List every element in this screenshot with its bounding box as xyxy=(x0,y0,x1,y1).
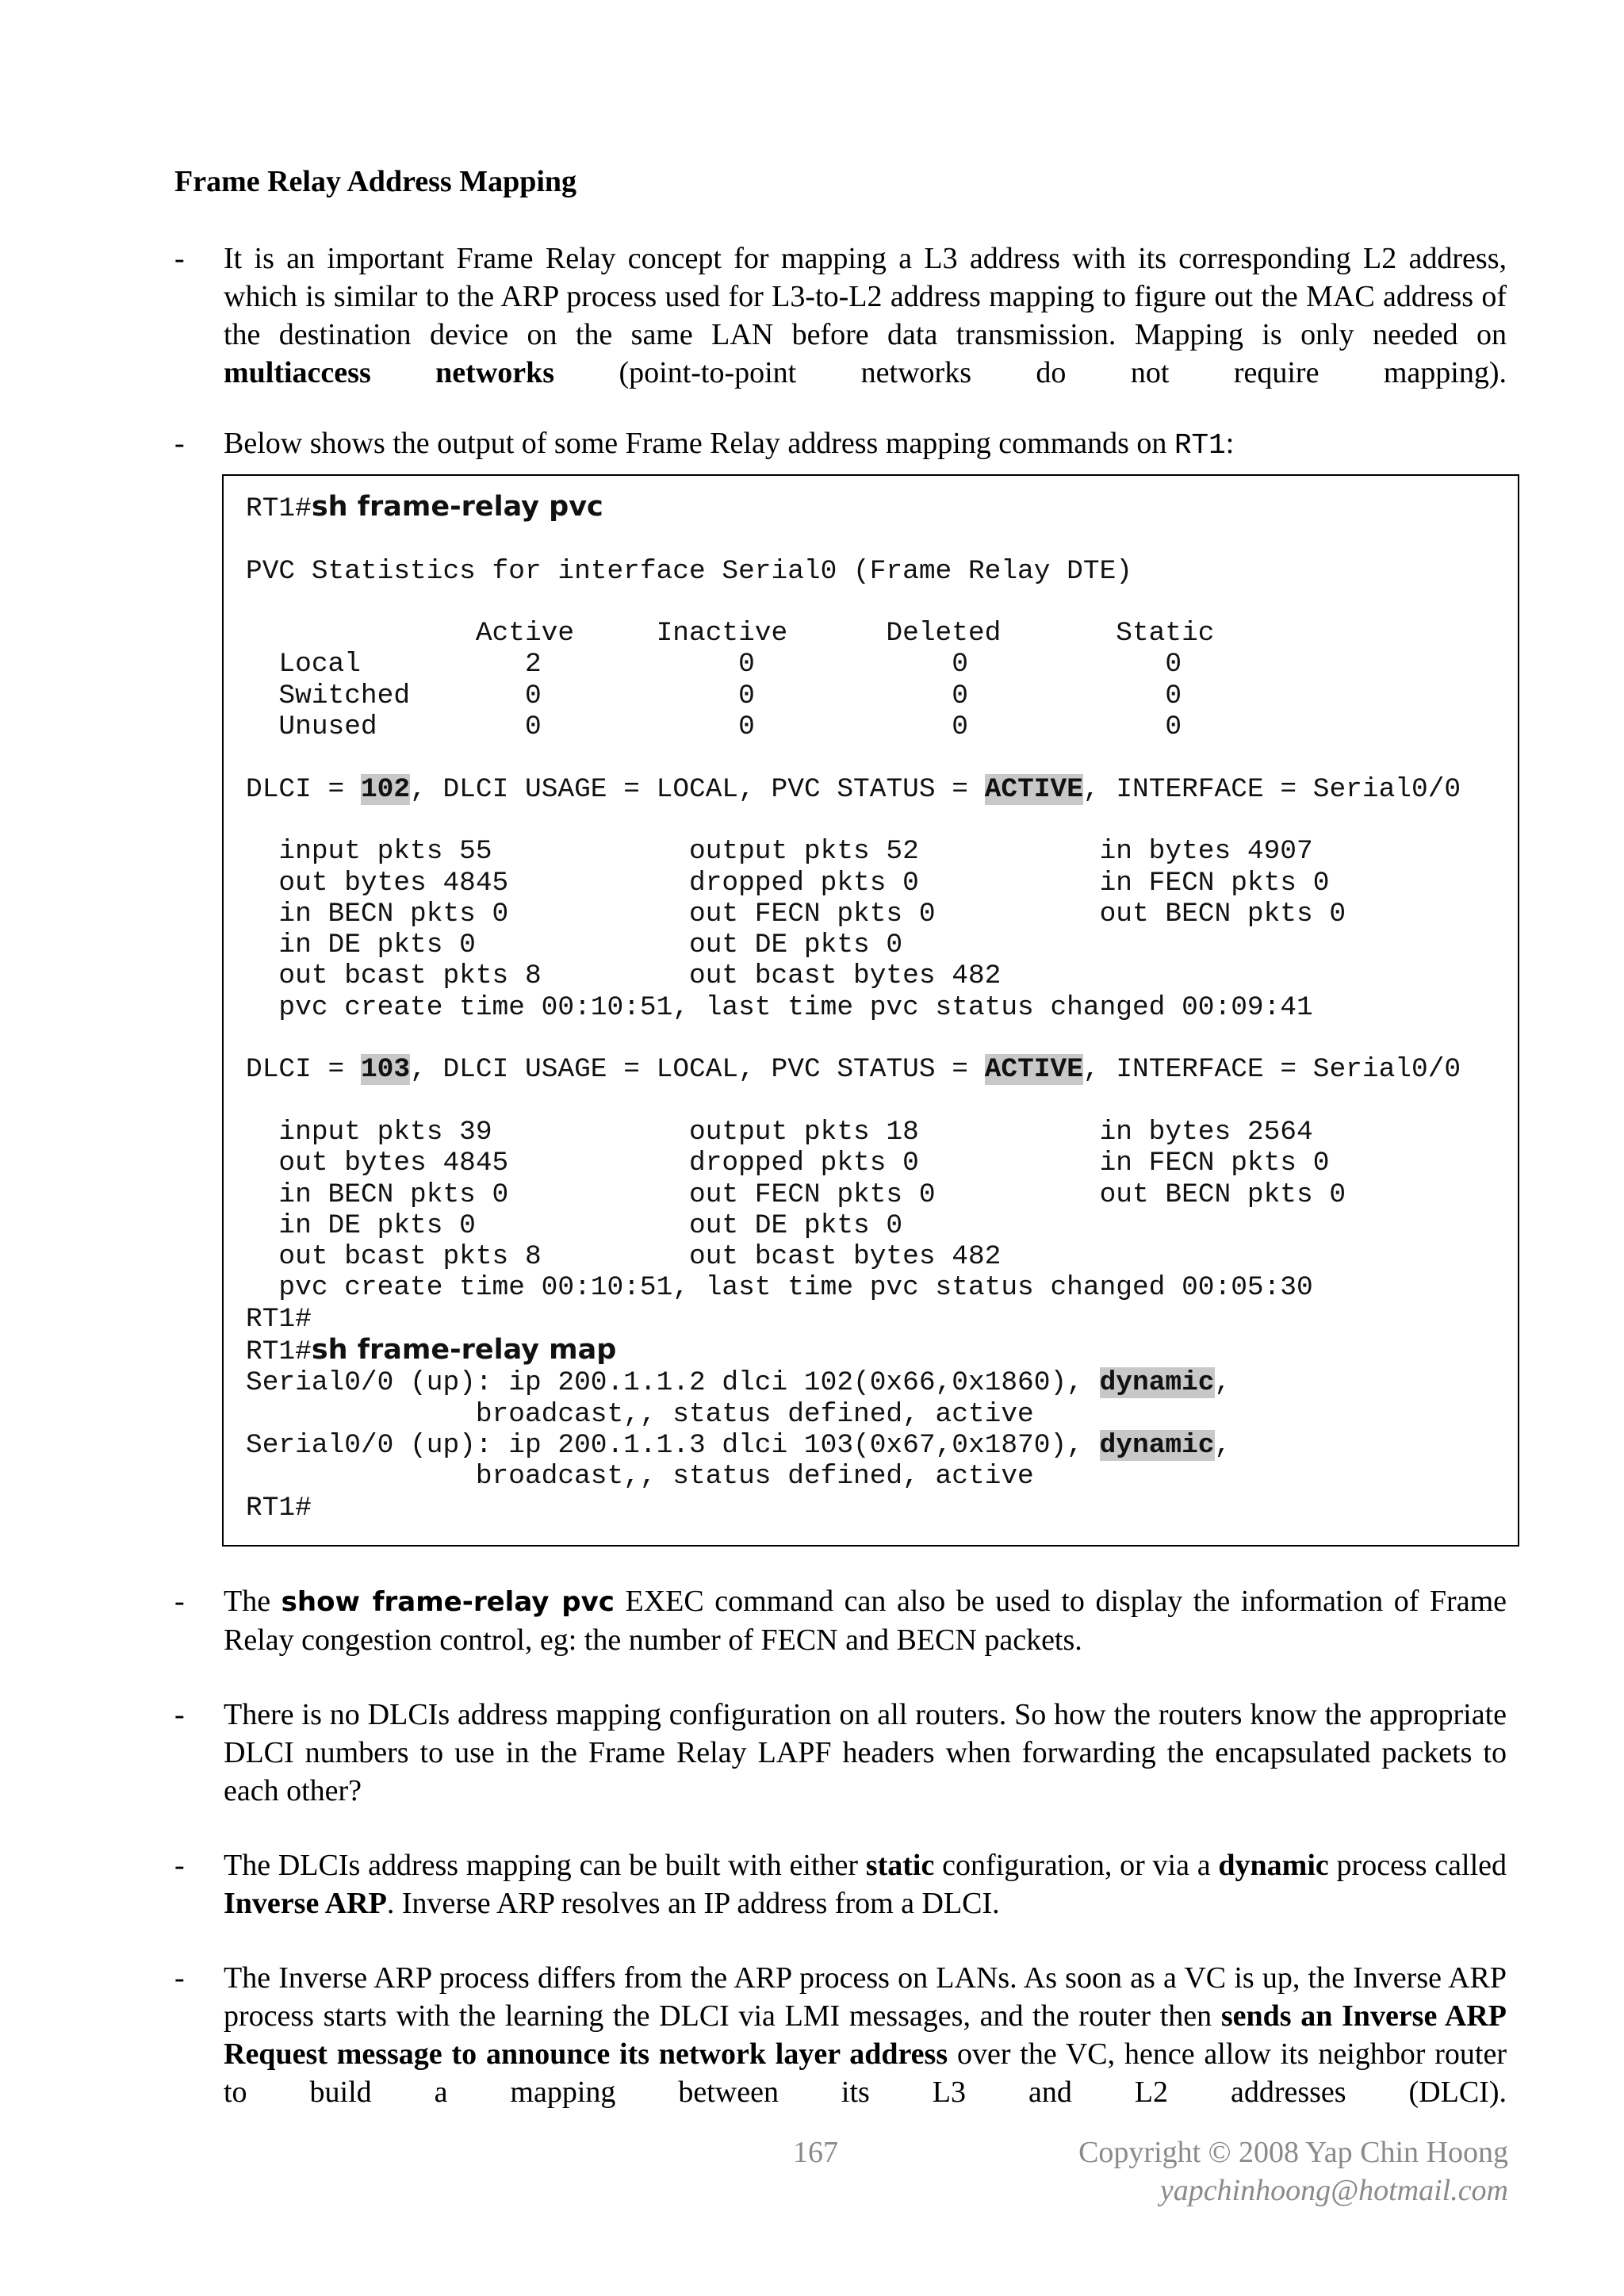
bold-term: dynamic xyxy=(1218,1849,1329,1882)
highlight-dlci: 102 xyxy=(360,773,411,805)
paragraph-text: The show frame-relay pvc EXEC command can also be used to display the information of Frame Relay congestion control, eg: the number of FECN and BECN packets. xyxy=(224,1585,1507,1657)
bold-term: static xyxy=(865,1849,935,1882)
bullet-paragraph-2 xyxy=(174,424,1507,465)
bullet-marker: - xyxy=(174,1849,185,1882)
copyright-notice: Copyright © 2008 Yap Chin Hoong xyxy=(1078,2136,1508,2169)
author-email: yapchinhoong@hotmail.com xyxy=(1159,2174,1508,2207)
bullet-marker: - xyxy=(174,1698,185,1731)
bullet-paragraph-5 xyxy=(174,1846,1507,1922)
bullet-paragraph-1 xyxy=(174,240,1507,392)
page-number: 167 xyxy=(793,2136,838,2169)
highlight-status: ACTIVE xyxy=(984,1054,1083,1086)
highlight-status: ACTIVE xyxy=(984,773,1083,805)
bold-term: sends an Inverse ARP Request message to announce its network layer address xyxy=(224,1999,1507,2071)
bullet-marker: - xyxy=(174,1585,185,1618)
bullet-paragraph-6 xyxy=(174,1959,1507,2111)
highlight-dynamic: dynamic xyxy=(1099,1367,1215,1399)
paragraph-text: The DLCIs address mapping can be built with either static configuration, or via a dynamic process called Inverse ARP. Inverse ARP resolves an IP address from a DLCI. xyxy=(224,1849,1507,1920)
bullet-marker: - xyxy=(174,242,185,275)
bullet-paragraph-4 xyxy=(174,1696,1507,1810)
paragraph-text: The Inverse ARP process differs from the ARP process on LANs. As soon as a VC is up, the Inverse ARP process starts with the learning the DLCI via LMI messages, and the router then sends an Inverse ARP Request message to announce its network layer address over the VC, hence allow its neighbor router to build a mapping between its L3 and L2 addresses (DLCI). xyxy=(224,1961,1507,2109)
bullet-paragraph-3 xyxy=(174,1582,1507,1659)
bold-term: multiaccess networks xyxy=(224,356,555,389)
paragraph-text: There is no DLCIs address mapping configuration on all routers. So how the routers know the appropriate DLCI numbers to use in the Frame Relay LAPF headers when forwarding the encapsulated packets to each other? xyxy=(224,1698,1507,1807)
cli-command: sh frame-relay map xyxy=(311,1334,617,1366)
command-name: show frame-relay pvc xyxy=(281,1586,615,1618)
paragraph-text: It is an important Frame Relay concept for mapping a L3 address with its corresponding L2 address, which is similar to the ARP process used for L3-to-L2 address mapping to figure out the MAC address of the destination device on the same LAN before data transmission. Mapping is only needed on multiaccess networks (point-to-point networks do not require mapping). xyxy=(224,242,1507,389)
bullet-marker: - xyxy=(174,427,185,460)
bullet-marker: - xyxy=(174,1961,185,1995)
section-heading: Frame Relay Address Mapping xyxy=(174,165,577,198)
router-name: RT1 xyxy=(1174,429,1226,462)
cli-command: sh frame-relay pvc xyxy=(311,491,603,523)
highlight-dlci: 103 xyxy=(360,1054,411,1086)
paragraph-text: Below shows the output of some Frame Relay address mapping commands on RT1: xyxy=(224,427,1235,462)
cli-output-box xyxy=(222,474,1519,1547)
bold-term: Inverse ARP xyxy=(224,1887,387,1920)
highlight-dynamic: dynamic xyxy=(1099,1429,1215,1461)
cli-output: RT1#sh frame-relay pvc PVC Statistics for interface Serial0 (Frame Relay DTE) Active Inactive Deleted Static Local 2 0 0 0 Switched 0 0 0 0 Unused 0 0 0 0 DLCI = 102, DLCI USAGE = LOCAL, PVC STATUS = ACTIVE, INTERFACE = Serial0/0 input pkts 55 output pkts 52 in bytes 4907 out bytes 4845 dropped pkts 0 in FECN pkts 0 in BECN pkts 0 out FECN pkts 0 out BECN pkts 0 in DE pkts 0 out DE pkts 0 out bcast pkts 8 out bcast bytes 482 pvc create time 00:10:51, last time pvc status changed 00:09:41 DLCI = 103, DLCI USAGE = LOCAL, PVC STATUS = ACTIVE, INTERFACE = Serial0/0 input pkts 39 output pkts 18 in bytes 2564 out bytes 4845 dropped pkts 0 in FECN pkts 0 in BECN pkts 0 out FECN pkts 0 out BECN pkts 0 in DE pkts 0 out DE pkts 0 out bcast pkts 8 out bcast bytes 482 pvc create time 00:10:51, last time pvc status changed 00:05:30 RT1# RT1#sh frame-relay map Serial0/0 (up): ip 200.1.1.2 dlci 102(0x66,0x1860), dynamic, broadcast,, status defined, active Serial0/0 (up): ip 200.1.1.3 dlci 103(0x67,0x1870), dynamic, broadcast,, status defined, active RT1# xyxy=(246,491,1461,1524)
